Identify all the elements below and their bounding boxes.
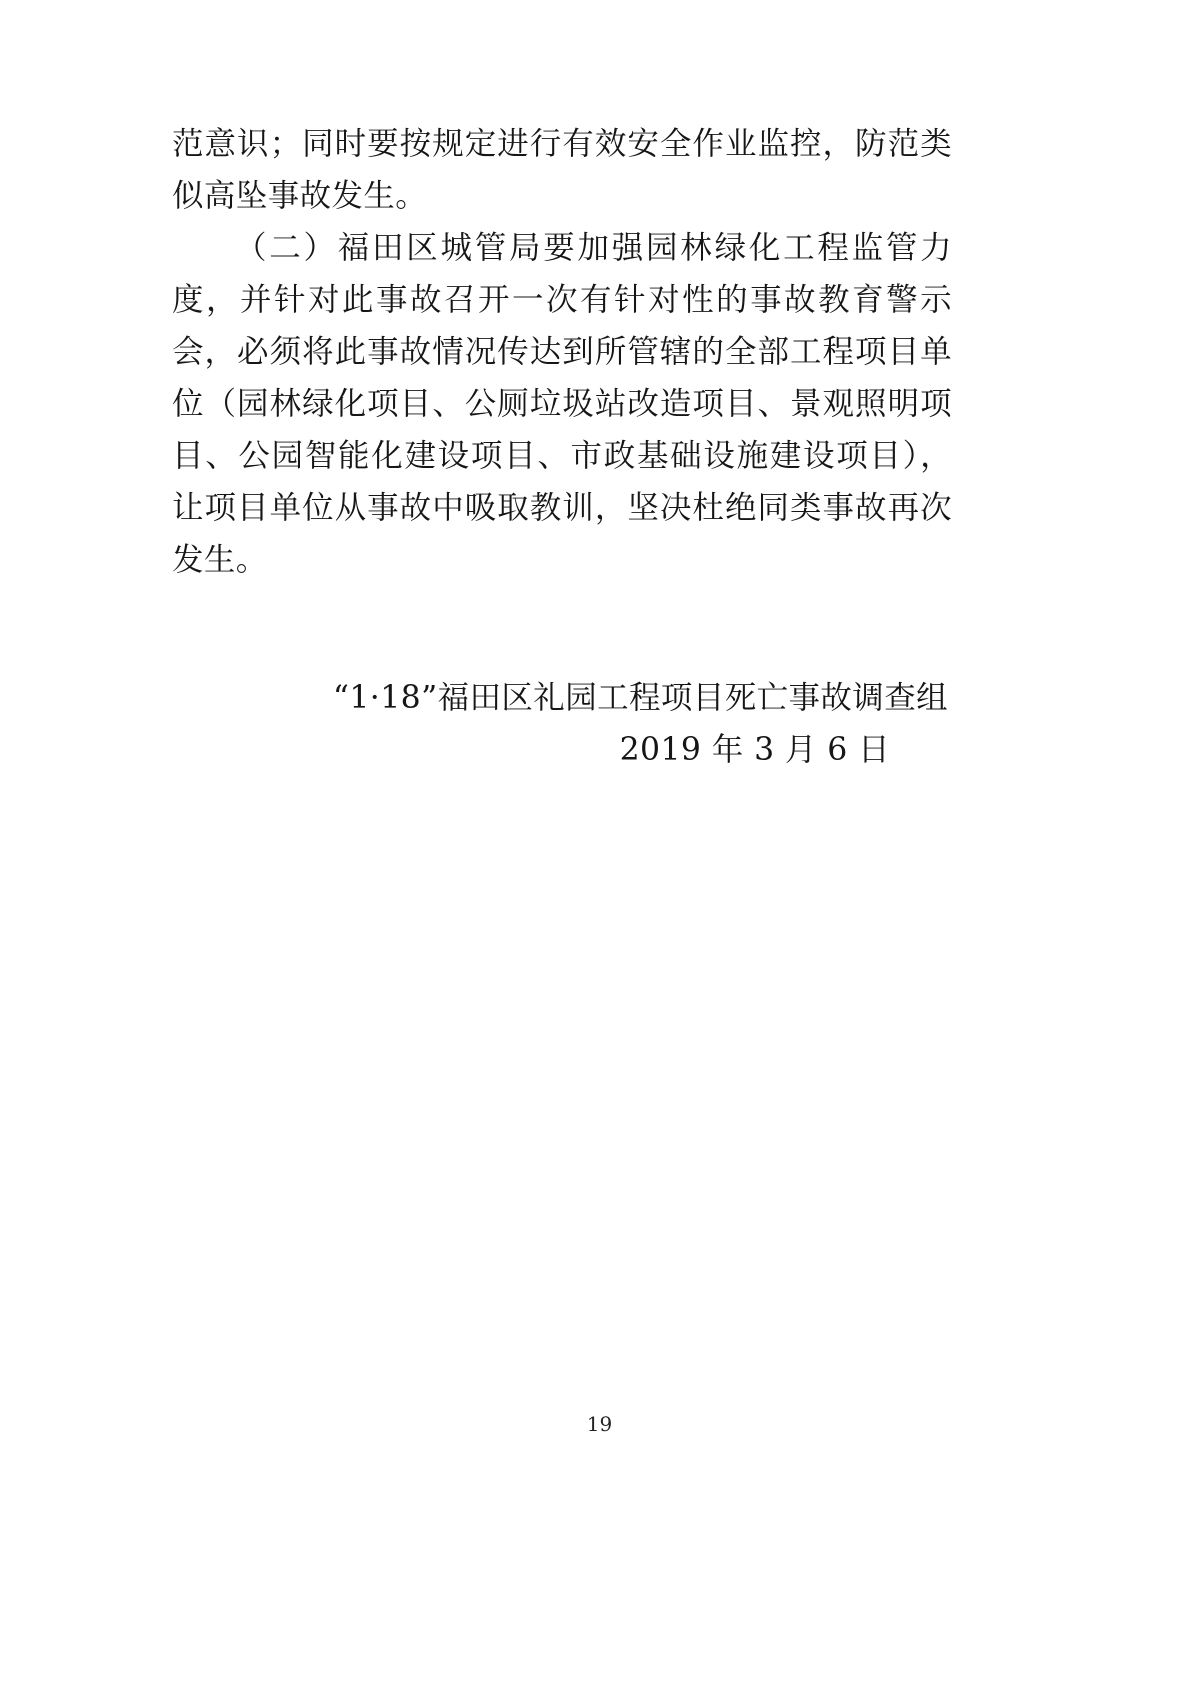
page-number: 19 (586, 1412, 613, 1436)
recommendation-item-two: （二）福田区城管局要加强园林绿化工程监管力度，并针对此事故召开一次有针对性的事故教育警示会，必须将此事故情况传达到所管辖的全部工程项目单位（园林绿化项目、公厕垃圾站改造项目、景观照明项目、公园智能化建设项目、市政基础设施建设项目），让项目单位从事故中吸取教训，坚决杜绝同类事故再次发生。 (172, 230, 952, 578)
continuation-paragraph: 范意识；同时要按规定进行有效安全作业监控，防范类似高坠事故发生。 (172, 126, 952, 214)
signature-spacer (172, 586, 952, 672)
signature-block (172, 672, 952, 776)
document-body (172, 118, 952, 776)
signature-organization: “1·18”福田区礼园工程项目死亡事故调查组 (332, 680, 948, 716)
signature-date: 2019 年 3 月 6 日 (619, 732, 890, 768)
